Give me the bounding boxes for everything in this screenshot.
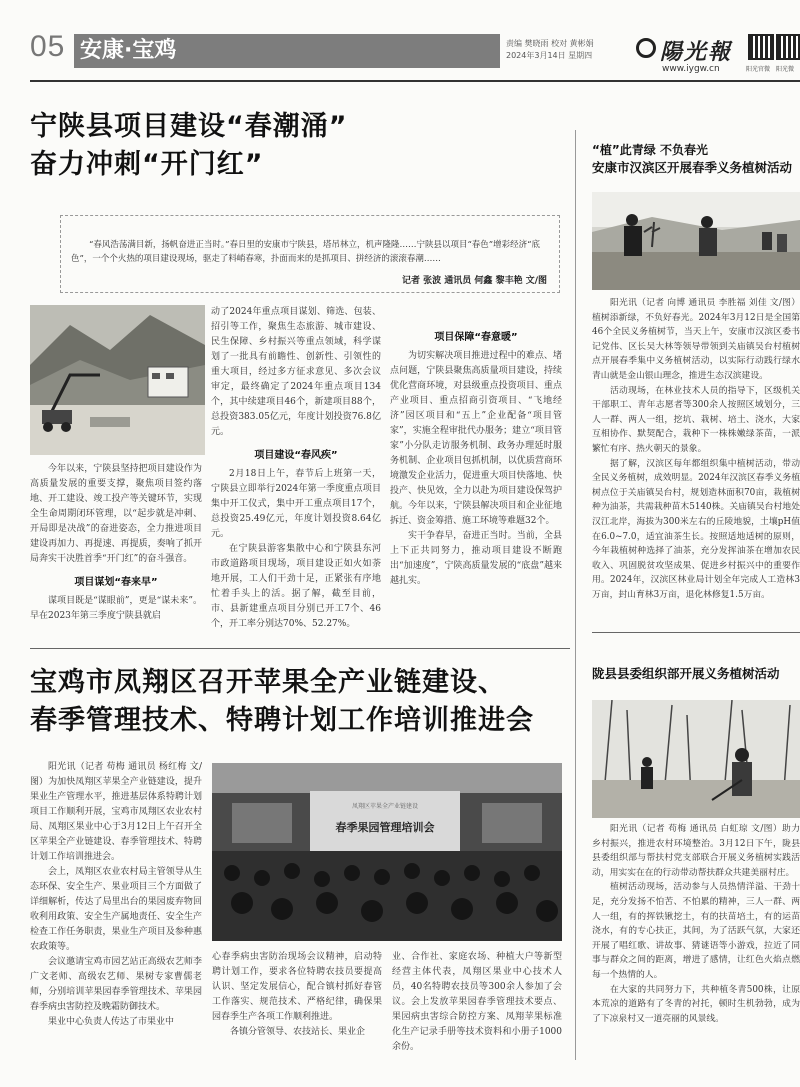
sidebar-divider [592, 632, 800, 633]
article2-col2-p1: 心春季病虫害防治现场会议精神，启动特聘计划工作，要求各位特聘农技员要提高认识、坚定发展信心，配合镇村抓好春管工作落实、规范技术、严格纪律，确保果园春季生产各项工作顺利推进。 [212, 952, 382, 1022]
article1-subhead-1: 项目谋划“春来早” [74, 577, 158, 588]
construction-site-photo [30, 305, 205, 455]
meeting-photo [212, 763, 562, 941]
sun-logo-icon [636, 38, 656, 58]
article1-intro-box [60, 215, 560, 293]
article2-title-line2: 春季管理技术、特聘计划工作培训推进会 [30, 705, 534, 736]
sidebar-article-2 [592, 822, 800, 1060]
sidebar-p1: 阳光讯（记者 向博 通讯员 李胜福 刘佳 文/图）植树添新绿，不负好春光。2024年3月12日是全国第46个全民义务植树节，当天上午，安康市汉滨区委书记党伟、区长吴大林等领导带领到关庙镇吴台村植树点开展春季集中义务植树活动，以实际行动践行绿水青山就是金山银山理念，推进生态汉滨建设。 [592, 298, 800, 381]
article2-col1-p2: 会上，凤翔区农业农村局主管领导从生态环保、安全生产、果业项目三个方面做了详细解析，传达了局里出台的果园废弃物回收利用政策、安全生产属地责任、安全生产检查工作任务职责，果业生产项目及参种惠农政策等。 [30, 867, 202, 952]
article2-column-1 [30, 760, 202, 1078]
qr-code-icon[interactable] [776, 34, 800, 60]
article2-col2-p2: 各镇分管领导、农技站长、果业企 [230, 1027, 366, 1037]
article2-col1-p3: 会议邀请宝鸡市园艺站正高级农艺师李广文老师、高级农艺师、果树专家曹儒老师，分别培训苹果园春季管理技术、苹果园春季病虫害防控及晚霜防御技术。 [30, 957, 202, 1012]
tree-planting-photo [592, 192, 800, 290]
article2-column-3 [392, 950, 562, 1078]
article1-col1-p2: 谋项目既是“谋眼前”，更是“谋未来”。早在2023年第三季度宁陕县就启 [30, 596, 202, 621]
column-divider [575, 130, 576, 1060]
article1-subhead-2: 项目建设“春风疾” [254, 450, 338, 461]
sidebar-p6: 在大家的共同努力下，共种植冬青500株，让原本荒凉的道路有了冬青的衬托，顿时生机勃勃，成为了下凉泉村又一道亮丽的风景线。 [592, 984, 800, 1024]
sidebar-title-2: 陇县县委组织部开展义务植树活动 [592, 666, 780, 681]
masthead-rule [30, 80, 800, 82]
article1-column-2 [211, 305, 381, 637]
sidebar-kicker: “植”此青绿 不负春光 [592, 143, 708, 157]
date-line: 2024年3月14日 星期四 [506, 51, 593, 60]
article1-column-1 [30, 462, 202, 637]
article2-col3-p1: 业、合作社、家庭农场、种植大户等新型经营主体代表，凤翔区果业中心技术人员，40名特聘农技员等300余人参加了会议。会上发放苹果园春季管理技术要点、果园病虫害综合防控方案、凤翔苹果标准化生产记录手册等技术资料和小册子1000余份。 [392, 952, 562, 1052]
article2-column-2 [212, 950, 382, 1078]
paper-name: 陽光報 [660, 39, 733, 65]
edition-meta [506, 38, 594, 62]
banner-text-line1: 凤翔区苹果全产业链建设 [351, 803, 418, 810]
article1-title-line2: 奋力冲刺“开门红” [30, 149, 264, 180]
sidebar-p2: 活动现场，在林业技术人员的指导下，区级机关干部职工、青年志愿者等300余人按照区域划分，三人一群、两人一组，挖坑、栽树、培土、浇水，大家互相协作、默契配合，栽种下一株株嫩绿茶苗，一派繁忙有序、热火朝天的景象。 [592, 385, 800, 454]
sidebar-p4: 阳光讯（记者 苟梅 通讯员 白虹琼 文/图）助力乡村振兴，推进农村环境整治。3月12日下午，陇县县委组织部与帮扶村党支部联合开展义务植树实践活动，用实实在在的行动带动帮扶群众共建美丽村庄。 [592, 824, 800, 878]
masthead [0, 0, 800, 82]
qr-code-icon[interactable] [748, 34, 774, 60]
sidebar-p3: 据了解，汉滨区每年都组织集中植树活动，带动全民义务植树，成效明显。2024年汉滨区春季义务植树点位于关庙镇吴台村，规划造林面积70亩，栽植树种为油茶，共需栽种苗木5140株。关庙镇吴台村地处汉江北岸，海拔为300米左右的丘陵地貌，土壤pH值在6.0~7.0，适宜油茶生长。按照适地适树的原则，今年栽植树种选择了油茶，充分发挥油茶在增加农民收入、巩固脱贫攻坚成果、促进乡村振兴中的重要作用。2024年，汉滨区林业局计划全年完成人工造林3万亩，封山育林3万亩，退化林修复1.5万亩。 [592, 458, 800, 600]
page-number: 05 [30, 30, 66, 63]
sidebar-title-1: 安康市汉滨区开展春季义务植树活动 [592, 160, 793, 175]
article2-col1-p1: 阳光讯（记者 苟梅 通讯员 杨红梅 文/图）为加快凤翔区苹果全产业链建设，提升果业生产管理水平，推进基层体系特聘计划项目工作顺利开展，宝鸡市凤翔区农业农村局、凤翔区果业中心于3月12日上午召开全区苹果全产业链建设、春季管理技术、特聘计划工作培训推进会。 [30, 762, 202, 862]
article1-byline: 记者 张波 通讯员 何鑫 黎丰艳 文/图 [402, 276, 547, 286]
qr-label: 阳光官微 [746, 66, 771, 73]
article-divider [30, 648, 570, 649]
sidebar-article-1 [592, 296, 800, 628]
article1-intro: “春风浩荡满目新，扬帆奋进正当时。”春日里的安康市宁陕县，塔吊林立，机声隆隆……宁陕县以项目“春色”增彩经济“底色”，一个个火热的项目建设现场，驱走了料峭春寒，扑面而来的是抓项目、拼经济的滚滚春潮…… [71, 240, 540, 264]
site-url[interactable]: www.iygw.cn [662, 64, 720, 74]
section-name: 安康·宝鸡 [80, 38, 177, 63]
volunteer-planting-photo [592, 700, 800, 818]
article1-title-line1: 宁陕县项目建设“春潮涌” [30, 111, 348, 142]
article1-col3-p1: 为切实解决项目推进过程中的难点、堵点问题，宁陕县聚焦高质量项目建设，持续优化营商环境，对县级重点投资项目、重点产业项目、重点招商引资项目、“飞地经济”园区项目和“五上”企业配备“项目管家”，实施全程审批代办服务；建立“项目管家”小分队走访服务机制、政务办理延时服务机制、企业项目包抓机制，以优质营商环境激发企业活力，促进重大项目快落地、快投产、快见效，全力以赴为项目建设保驾护航。今年以来，宁陕县解决项目和企业征地拆迁、资金筹措、施工环境等难题32个。 [390, 351, 562, 526]
article1-col2-p3: 在宁陕县游客集散中心和宁陕县东河市政道路项目现场，项目建设正如火如荼地开展，工人们干劲十足，正紧张有序地忙着手头上的活。据了解，截至目前，市、县新建重点项目分别已开工7个、46个，开工率分别达70%、52.27%。 [211, 544, 381, 629]
editor-line: 责编 樊晓雨 校对 黄彬娟 [506, 39, 594, 48]
article1-col2-p1: 动了2024年重点项目谋划、筛选、包装、招引等工作，聚焦生态旅游、城市建设、民生保障、乡村振兴等重点领域，科学谋划了一批具有前瞻性、创新性、引领性的重大项目，经过多方征求意见、多次会议审定，最终确定了2024年重点项目134个，其中续建项目46个，新建项目88个，总投资383.05亿元，年度计划投资76.8亿元。 [211, 307, 381, 437]
sidebar-p5: 植树活动现场，活动参与人员热情洋溢、干劲十足，充分发扬不怕苦、不怕累的精神，三人一群、两人一组，有的挥铁锹挖土，有的扶苗培土，有的运苗浇水，有的专心扶正，其间，为了活跃气氛，大家还开展了唱红歌、讲故事、猜谜语等小游戏，拉近了同事与群众之间的距离，增进了感情，让红色火焰点燃每一个热情的人。 [592, 882, 800, 980]
article1-col3-p2: 实干争春早，奋进正当时。当前，全县上下正共同努力，推动项目建设不断跑出“加速度”，宁陕高质量发展的“底盘”越来越扎实。 [390, 531, 562, 586]
paper-logo [636, 37, 746, 65]
banner-text-line2: 春季果园管理培训会 [335, 821, 435, 834]
article2-col1-p4: 果业中心负责人传达了市果业中 [48, 1017, 175, 1027]
qr-label: 阳光微 [776, 66, 795, 73]
article2-title-line1: 宝鸡市凤翔区召开苹果全产业链建设、 [30, 667, 506, 698]
article1-col1-p1: 今年以来，宁陕县坚持把项目建设作为高质量发展的重要支撑，聚焦项目签约落地、开工建设、竣工投产等关键环节，实现全生命周期闭环管理，以“起步就是冲刺、开局即是决战”的奋进姿态，全力推进项目建设再加力、再提速、再提质，奏响了抓开局奔实干决胜首季“开门红”的奋斗强音。 [30, 464, 202, 564]
article1-subhead-3: 项目保障“春意暖” [434, 332, 518, 343]
article1-col2-p2: 2月18日上午，春节后上班第一天，宁陕县立即举行2024年第一季度重点项目集中开工仪式，集中开工重点项目17个，总投资25.49亿元，年度计划投资8.64亿元。 [211, 469, 381, 539]
article1-column-3 [390, 328, 562, 637]
